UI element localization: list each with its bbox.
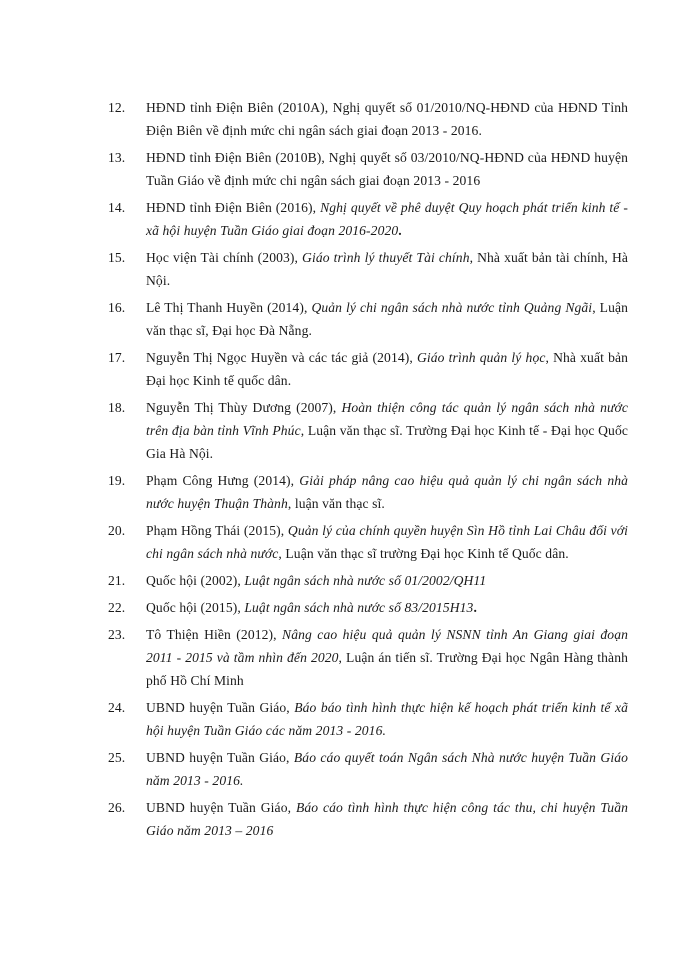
reference-title: Quản lý chi ngân sách nhà nước tỉnh Quảng Ngãi <box>311 300 593 315</box>
reference-title: Báo cáo tình hình thực hiện công tác thu, chi huyện Tuần Giáo năm 2013 – 2016 <box>146 800 628 838</box>
reference-text <box>146 396 628 465</box>
reference-title: Luật ngân sách nhà nước số 83/2015H13 <box>244 600 474 615</box>
reference-title: Báo cáo quyết toán Ngân sách Nhà nước huyện Tuần Giáo năm 2013 - 2016. <box>146 750 628 788</box>
reference-segment: UBND huyện Tuần Giáo, <box>146 800 296 815</box>
reference-text <box>146 569 628 592</box>
reference-segment: HĐND tỉnh Điện Biên (2016), <box>146 200 321 215</box>
reference-text <box>146 196 628 242</box>
reference-title: Nâng cao hiệu quả quản lý NSNN tỉnh An Giang giai đoạn 2011 - 2015 và tầm nhìn đến 2020 <box>146 627 628 665</box>
reference-item <box>108 296 628 342</box>
reference-title: Quản lý của chính quyền huyện Sìn Hồ tỉnh Lai Châu đối với chi ngân sách nhà nước <box>146 523 628 561</box>
reference-item <box>108 796 628 842</box>
reference-title: Luật ngân sách nhà nước số 01/2002/QH11 <box>244 573 487 588</box>
reference-number: 23. <box>108 627 126 642</box>
reference-segment: , Luận văn thạc sĩ. Trường Đại học Kinh tế - Đại học Quốc Gia Hà Nội. <box>146 423 628 461</box>
reference-number: 14. <box>108 200 126 215</box>
reference-segment: Phạm Công Hưng (2014), <box>146 473 300 488</box>
reference-item <box>108 746 628 792</box>
reference-segment: , Luận văn thạc sĩ trường Đại học Kinh tế Quốc dân. <box>278 546 569 561</box>
reference-segment: . <box>398 223 402 238</box>
reference-number: 12. <box>108 100 126 115</box>
reference-text <box>146 746 628 792</box>
reference-segment: Phạm Hồng Thái (2015), <box>146 523 288 538</box>
reference-segment: , Nhà xuất bản Đại học Kinh tế quốc dân. <box>146 350 628 388</box>
reference-text <box>146 346 628 392</box>
reference-title: Giải pháp nâng cao hiệu quả quản lý chi ngân sách nhà nước huyện Thuận Thành <box>146 473 629 511</box>
reference-title: Giáo trình quản lý học <box>416 350 546 365</box>
reference-item <box>108 196 628 242</box>
reference-number: 16. <box>108 300 126 315</box>
reference-number: 13. <box>108 150 126 165</box>
reference-number: 17. <box>108 350 126 365</box>
reference-number: 15. <box>108 250 126 265</box>
reference-list <box>108 96 628 846</box>
reference-text <box>146 796 628 842</box>
reference-text <box>146 246 628 292</box>
reference-item <box>108 96 628 142</box>
reference-item <box>108 623 628 692</box>
reference-number: 22. <box>108 600 126 615</box>
reference-segment: , Luận án tiến sĩ. Trường Đại học Ngân Hàng thành phố Hồ Chí Minh <box>146 650 628 688</box>
reference-segment: Lê Thị Thanh Huyền (2014), <box>146 300 312 315</box>
reference-text <box>146 146 628 192</box>
reference-segment: UBND huyện Tuần Giáo, <box>146 700 295 715</box>
reference-segment: Nguyễn Thị Ngọc Huyền và các tác giả (2014), <box>146 350 417 365</box>
reference-item <box>108 146 628 192</box>
reference-title: Báo báo tình hình thực hiện kế hoạch phát triển kinh tế xã hội huyện Tuần Giáo các năm 2013 - 2016. <box>146 700 628 738</box>
reference-text <box>146 519 628 565</box>
reference-title: Nghị quyết về phê duyệt Quy hoạch phát triển kinh tế - xã hội huyện Tuần Giáo giai đoạn 2016-2020 <box>146 200 628 238</box>
reference-item <box>108 396 628 465</box>
reference-segment: , Luận văn thạc sĩ, Đại học Đà Nẵng. <box>146 300 628 338</box>
reference-text <box>146 596 628 619</box>
reference-text <box>146 696 628 742</box>
reference-segment: Quốc hội (2015), <box>146 600 245 615</box>
reference-text <box>146 469 628 515</box>
reference-number: 25. <box>108 750 126 765</box>
reference-item <box>108 246 628 292</box>
reference-item <box>108 519 628 565</box>
reference-number: 24. <box>108 700 126 715</box>
reference-item <box>108 469 628 515</box>
reference-segment: Tô Thiện Hiền (2012), <box>146 627 283 642</box>
reference-text <box>146 296 628 342</box>
reference-title: Giáo trình lý thuyết Tài chính <box>302 250 470 265</box>
reference-segment: HĐND tỉnh Điện Biên (2010B), Nghị quyết số 03/2010/NQ-HĐND của HĐND huyện Tuần Giáo về định mức chi ngân sách giai đoạn 2013 - 2016 <box>146 150 628 188</box>
reference-segment: Học viện Tài chính (2003), <box>146 250 303 265</box>
reference-number: 26. <box>108 800 126 815</box>
reference-segment: , luận văn thạc sĩ. <box>287 496 385 511</box>
reference-number: 18. <box>108 400 126 415</box>
reference-segment: Nguyễn Thị Thùy Dương (2007), <box>146 400 342 415</box>
reference-segment: UBND huyện Tuần Giáo, <box>146 750 294 765</box>
reference-segment: Quốc hội (2002), <box>146 573 245 588</box>
reference-segment: . <box>473 600 477 615</box>
reference-item <box>108 346 628 392</box>
reference-text <box>146 623 628 692</box>
reference-item <box>108 696 628 742</box>
reference-number: 19. <box>108 473 126 488</box>
reference-title: Hoàn thiện công tác quản lý ngân sách nhà nước trên địa bàn tỉnh Vĩnh Phúc <box>146 400 628 438</box>
reference-segment: HĐND tỉnh Điện Biên (2010A), Nghị quyết số 01/2010/NQ-HĐND của HĐND Tỉnh Điện Biên về định mức chi ngân sách giai đoạn 2013 - 2016. <box>146 100 628 138</box>
reference-item <box>108 569 628 592</box>
reference-segment: , Nhà xuất bản tài chính, Hà Nội. <box>146 250 628 288</box>
reference-text <box>146 96 628 142</box>
reference-item <box>108 596 628 619</box>
reference-number: 20. <box>108 523 126 538</box>
reference-number: 21. <box>108 573 126 588</box>
